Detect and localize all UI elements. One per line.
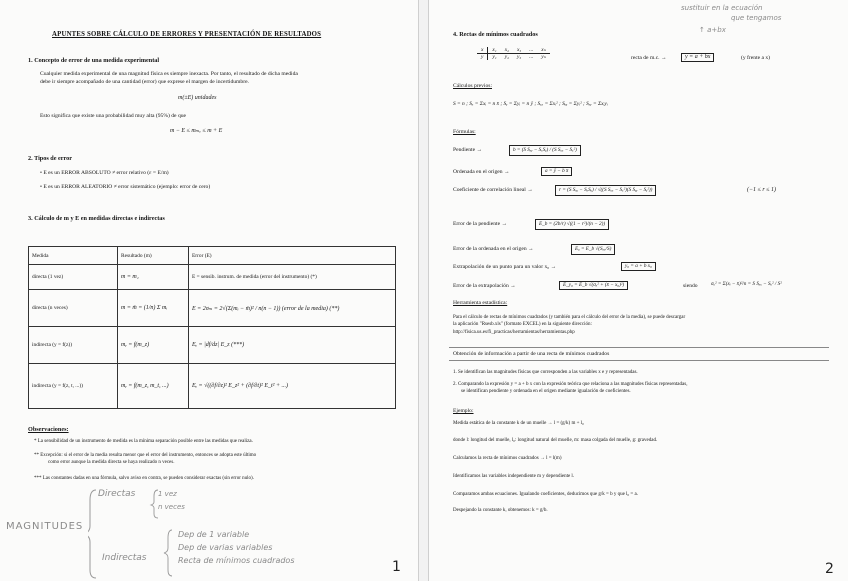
tools-line: la aplicación "Rsesb.xls" (formato EXCEL) en la siguiente dirección: xyxy=(453,322,592,327)
example-line: Despejando la constante k, obtenemos: k = g/b. xyxy=(453,508,548,513)
table-cell: mᵧ = f(m_z) xyxy=(118,327,189,364)
interval-inequality: m − E ≤ mₘₑ ≤ m + E xyxy=(170,128,223,134)
table-row xyxy=(29,265,396,290)
table-row xyxy=(29,290,396,327)
table-cell: directa (1 vez) xyxy=(29,265,118,290)
calc-formula: S = n ; Sₓ = Σxᵢ = n x̄ ; Sᵧ = Σyᵢ = n ȳ ; Sₓₓ = Σxᵢ² ; Sᵧᵧ = Σyᵢ² ; Sₓᵧ = Σxᵢyᵢ xyxy=(453,101,608,107)
table-cell: Eᵧ = |df/dz| E_z (***) xyxy=(189,327,396,364)
table-row xyxy=(29,327,396,364)
xy-cell: y xyxy=(477,54,488,61)
xy-cell: ... xyxy=(525,47,537,54)
handwritten-dep-varias: Dep de varias variables xyxy=(178,543,273,552)
example-line: Calculamos la recta de mínimos cuadrados → l = l(m) xyxy=(453,456,562,461)
table-cell: E = sensib. instrum. de medida (error del instrumento) (*) xyxy=(189,265,396,290)
section-1-paragraph-line: Cualquier medida experimental de una magnitud física es siempre inexacta. Por tanto, el resultado de dicha medida xyxy=(40,71,298,77)
formula-label: Error de la ordenada en el origen → xyxy=(453,246,534,252)
xy-cell: x₂ xyxy=(501,47,513,54)
measurement-table xyxy=(28,246,396,409)
xy-cell: y₁ xyxy=(492,54,497,60)
recta-label: recta de m.c. → xyxy=(631,55,667,61)
section-2-heading: 2. Tipos de error xyxy=(28,155,73,162)
table-row xyxy=(29,364,396,409)
page-title: APUNTES SOBRE CÁLCULO DE ERRORES Y PRESENTACIÓN DE RESULTADOS xyxy=(52,31,322,38)
handwritten-note: que tengamos xyxy=(731,14,782,22)
formulas-heading: Fórmulas: xyxy=(453,129,476,135)
handwritten-directas: Directas xyxy=(98,489,136,499)
divider xyxy=(449,347,829,348)
observation-line: *** Las constantes dadas en una fórmula, salvo aviso en contra, se pueden considerar exactas (sin error nulo). xyxy=(34,476,254,481)
formula-extrapolacion: y₀ = a + b x₀ xyxy=(621,262,656,271)
formula-error-pendiente: E_b = (2b/r) √((1 − r²)/(n − 2)) xyxy=(535,219,609,230)
observations-heading: Observaciones: xyxy=(28,426,69,433)
handwritten-recta: Recta de mínimos cuadrados xyxy=(178,556,295,565)
formula-label: Extrapolación de un punto para un valor x₀ → xyxy=(453,264,557,270)
formula-error-ordenada: Eₐ = E_b √(Sₓₓ/S) xyxy=(571,244,615,255)
table-cell: m = m₁ xyxy=(118,265,189,290)
section-1-paragraph-line: Esto significa que existe una probabilidad muy alta (95%) de que xyxy=(40,113,187,119)
handwritten-note: sustituir en la ecuación xyxy=(681,4,763,12)
handwritten-nveces: n veces xyxy=(158,503,185,511)
table-cell: directa (n veces) xyxy=(29,290,118,327)
observation-line: como error aunque la medida directa se haya realizado n veces. xyxy=(48,460,175,465)
page-1 xyxy=(0,0,419,581)
example-line: Comparamos ambas ecuaciones. Igualando coeficientes, deducimos que g/k = b y que l₀ = a. xyxy=(453,492,638,497)
handwritten-dep-1: Dep de 1 variable xyxy=(178,530,250,539)
section-4-heading: 4. Rectas de mínimos cuadrados xyxy=(453,31,538,38)
table-header-cell: Resultado (m) xyxy=(118,247,189,265)
obtention-step: 2. Comparando la expresión y = a + b x con la expresión teórica que relaciona a las magnitudes físicas representadas, xyxy=(453,382,688,387)
formula-label: Pendiente → xyxy=(453,147,483,153)
table-cell: E = 2σₘ = 2√(Σ(mᵢ − m̄)² / n(n − 1)) (error de la media) (**) xyxy=(189,290,396,327)
table-header-cell: Error (E) xyxy=(189,247,396,265)
xy-cell: y₂ xyxy=(504,54,509,60)
example-line: Medida estática de la constante k de un muelle → l = (g/k) m + l₀ xyxy=(453,421,584,426)
handwritten-note: ↑ a+bx xyxy=(699,26,726,34)
obtention-heading: Obtención de información a partir de una recta de mínimos cuadrados xyxy=(453,351,610,357)
table-cell: Eᵧ = √((∂f/∂z)² E_z² + (∂f/∂t)² E_t² + ...) xyxy=(189,364,396,409)
handwritten-indirectas: Indirectas xyxy=(102,553,147,563)
example-line: donde l: longitud del muelle, l₀: longitud natural del muelle, m: masa colgada del muelle, g: gravedad. xyxy=(453,438,658,443)
formula-label: Ordenada en el origen → xyxy=(453,169,510,175)
formula-ordenada: a = ȳ − b x̄ xyxy=(541,167,572,176)
xy-data-table xyxy=(477,47,550,60)
xy-cell: x₁ xyxy=(488,47,501,54)
section-3-heading: 3. Cálculo de m y E en medidas directas e indirectas xyxy=(28,215,165,222)
handwritten-1vez: 1 vez xyxy=(158,490,177,498)
page-number: 2 xyxy=(825,561,834,577)
xy-cell: y₃ xyxy=(516,54,522,60)
table-header-cell: Medida xyxy=(29,247,118,265)
table-cell: mᵧ = f(m_z, m_t, ...) xyxy=(118,364,189,409)
formula-error-extrapolacion: E_y₀ = E_b √(σₓ² + (x̄ − x₀)²) xyxy=(559,281,628,290)
example-heading: Ejemplo: xyxy=(453,408,474,414)
formula-sigma-word: siendo xyxy=(683,283,698,289)
formula-sigma: σₓ² = Σ(xᵢ − x̄)²/n = S Sₓₓ − Sₓ² / S² xyxy=(711,281,782,287)
formula-correlacion: r = (S Sₓᵧ − SₓSᵧ) / √((S Sₓₓ − Sₓ²)(S Sᵧᵧ − Sᵧ²)) xyxy=(555,185,656,196)
handwritten-magnitudes: MAGNITUDES xyxy=(6,521,84,532)
calc-heading: Cálculos previos: xyxy=(453,83,492,89)
example-line: Identificamos las variables independiente m y dependiente l. xyxy=(453,474,575,479)
measure-format-formula: m(±E) unidades xyxy=(178,95,217,101)
page-number: 1 xyxy=(392,559,401,575)
recta-equation: y = a + bx xyxy=(681,53,714,62)
xy-cell: xₙ xyxy=(537,47,550,54)
correlation-range: (−1 ≤ r ≤ 1) xyxy=(747,187,776,193)
table-cell: indirecta (y = f(z)) xyxy=(29,327,118,364)
observation-line: ** Excepción: si el error de la media resulta menor que el error del instrumento, entonces se adopta este último xyxy=(34,453,257,458)
xy-cell: ... xyxy=(529,54,534,60)
table-cell: indirecta (y = f(z, t, ...)) xyxy=(29,364,118,409)
xy-cell: yₙ xyxy=(541,54,546,60)
xy-cell: x₃ xyxy=(513,47,525,54)
obtention-step: 1. Se identifican las magnitudes físicas que corresponden a las variables x e y representadas. xyxy=(453,370,638,375)
divider xyxy=(449,360,829,361)
table-cell: m = m̄ = (1/n) Σ mᵢ xyxy=(118,290,189,327)
formula-label: Error de la pendiente → xyxy=(453,221,508,227)
section-1-heading: 1. Concepto de error de una medida experimental xyxy=(28,57,160,64)
formula-label: Coeficiente de correlación lineal → xyxy=(453,187,533,193)
observation-line: * La sensibilidad de un instrumento de medida es la mínima separación posible entre las medidas que realiza. xyxy=(34,439,253,444)
tools-line: Para el cálculo de rectas de mínimos cuadrados (y también para el cálculo del error de la media), se puede descargar xyxy=(453,315,686,320)
section-1-paragraph-line: debe ir siempre acompañado de una cantidad (error) que exprese el margen de incertidumbre. xyxy=(40,79,249,85)
page-2 xyxy=(428,0,848,581)
formula-pendiente: b = (S Sₓᵧ − SₓSᵧ) / (S Sₓₓ − Sₓ²) xyxy=(509,145,581,156)
formula-label: Error de la extrapolación → xyxy=(453,283,516,289)
tools-heading: Herramienta estadística: xyxy=(453,300,508,306)
obtention-step: se identifican pendiente y ordenada en el origen mediante igualación de coeficientes. xyxy=(461,389,631,394)
recta-note: (y frente a x) xyxy=(741,55,771,61)
error-type-bullet: • E es un ERROR ALEATORIO ≠ error sistemático (ejemplo: error de cero) xyxy=(40,184,211,190)
error-type-bullet: • E es un ERROR ABSOLUTO ≠ error relativo (ε = E/m) xyxy=(40,170,169,176)
tools-url[interactable]: http://fisica.us.es/fi_practicas/herramientas/herramientas.php xyxy=(453,330,575,335)
xy-cell: x xyxy=(477,47,488,54)
